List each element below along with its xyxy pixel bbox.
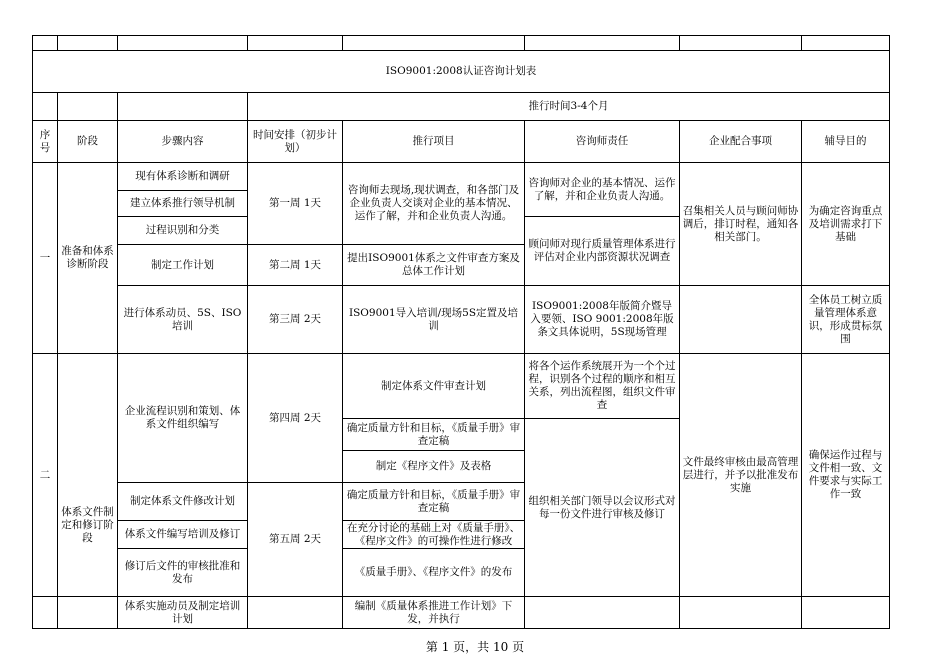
stage2-time: 第四周 2天 <box>248 354 343 483</box>
page-footer: 第 1 页，共 10 页 <box>425 640 525 654</box>
blank-cell <box>33 36 58 51</box>
header-seq: 序号 <box>33 121 58 163</box>
blank-cell <box>58 93 118 121</box>
stage2-enterprise: 文件最终审核由最高管理层进行，并予以批准发布实施 <box>680 354 802 597</box>
stage2-item: 确定质量方针和目标，《质量手册》审查定稿 <box>343 483 525 521</box>
stage2-step: 制定体系文件修改计划 <box>118 483 248 521</box>
stage1-time: 第三周 2天 <box>248 286 343 354</box>
stage1-consultant: 咨询师对企业的基本情况、运作了解，并和企业负责人沟通。 <box>525 163 680 217</box>
stage1-item: ISO9001导入培训/现场5S定置及培训 <box>343 286 525 354</box>
stage1-consultant: 顾问师对现行质量管理体系进行评估对企业内部资源状况调查 <box>525 217 680 286</box>
header-consultant: 咨询师责任 <box>525 121 680 163</box>
stage1-step: 建立体系推行领导机制 <box>118 191 248 217</box>
blank-cell <box>680 36 802 51</box>
stage3-step: 体系实施动员及制定培训计划 <box>118 597 248 629</box>
consulting-plan-table <box>32 35 890 629</box>
stage2-item: 在充分讨论的基础上对《质量手册》、《程序文件》的可操作性进行修改 <box>343 521 525 549</box>
stage2-step: 修订后文件的审核批准和发布 <box>118 549 248 597</box>
blank-cell <box>33 93 58 121</box>
blank-cell <box>802 597 890 629</box>
stage2-item: 制定《程序文件》及表格 <box>343 451 525 483</box>
blank-cell <box>58 36 118 51</box>
stage2-item: 确定质量方针和目标，《质量手册》审查定稿 <box>343 419 525 451</box>
blank-cell <box>525 597 680 629</box>
stage1-item: 咨询师去现场,现状调查，和各部门及企业负责人交谈对企业的基本情况、运作了解，并和企业负责人沟通。 <box>343 163 525 245</box>
stage1-seq: 一 <box>33 163 58 354</box>
blank-cell <box>118 93 248 121</box>
header-enterprise: 企业配合事项 <box>680 121 802 163</box>
stage2-consultant: 组织相关部门领导以会议形式对每一份文件进行审核及修订 <box>525 419 680 597</box>
blank-cell <box>248 597 343 629</box>
stage2-item: 制定体系文件审查计划 <box>343 354 525 419</box>
stage1-step: 现有体系诊断和调研 <box>118 163 248 191</box>
stage3-item: 编制《质量体系推进工作计划》下发，并执行 <box>343 597 525 629</box>
header-goal: 辅导目的 <box>802 121 890 163</box>
table-title: ISO9001:2008认证咨询计划表 <box>33 51 890 93</box>
stage1-step: 过程识别和分类 <box>118 217 248 245</box>
blank-cell <box>118 36 248 51</box>
stage1-consultant: ISO9001:2008年版简介暨导入要领、ISO 9001:2008年版条文具体说明，5S现场管理 <box>525 286 680 354</box>
blank-cell <box>58 597 118 629</box>
blank-cell <box>680 597 802 629</box>
blank-cell <box>802 36 890 51</box>
stage2-goal: 确保运作过程与文件相一致、文件要求与实际工作一致 <box>802 354 890 597</box>
blank-cell <box>343 36 525 51</box>
stage1-name: 准备和体系诊断阶段 <box>58 163 118 354</box>
stage2-time: 第五周 2天 <box>248 483 343 597</box>
stage1-step: 进行体系动员、5S、ISO培训 <box>118 286 248 354</box>
stage2-step: 企业流程识别和策划、体系文件组织编写 <box>118 354 248 483</box>
stage1-goal: 为确定咨询重点及培训需求打下基础 <box>802 163 890 286</box>
header-stage: 阶段 <box>58 121 118 163</box>
header-time: 时间安排（初步计划） <box>248 121 343 163</box>
header-items: 推行项目 <box>343 121 525 163</box>
stage1-time: 第一周 1天 <box>248 163 343 245</box>
stage2-name: 体系文件制定和修订阶段 <box>58 354 118 597</box>
stage1-goal: 全体员工树立质量管理体系意识，形成贯标氛围 <box>802 286 890 354</box>
stage2-step: 体系文件编写培训及修订 <box>118 521 248 549</box>
stage2-seq: 二 <box>33 354 58 597</box>
blank-cell <box>525 36 680 51</box>
stage1-time: 第二周 1天 <box>248 245 343 286</box>
stage1-item: 提出ISO9001体系之文件审查方案及总体工作计划 <box>343 245 525 286</box>
blank-cell <box>680 286 802 354</box>
stage1-step: 制定工作计划 <box>118 245 248 286</box>
stage2-item: 《质量手册》、《程序文件》的发布 <box>343 549 525 597</box>
blank-cell <box>33 597 58 629</box>
stage1-enterprise: 召集相关人员与顾问师协调后，排订时程，通知各相关部门。 <box>680 163 802 286</box>
blank-cell <box>248 36 343 51</box>
stage2-consultant: 将各个运作系统展开为一个个过程，识别各个过程的顺序和相互关系，列出流程图，组织文件审查 <box>525 354 680 419</box>
promo-time: 推行时间3-4个月 <box>248 93 890 121</box>
header-steps: 步骤内容 <box>118 121 248 163</box>
